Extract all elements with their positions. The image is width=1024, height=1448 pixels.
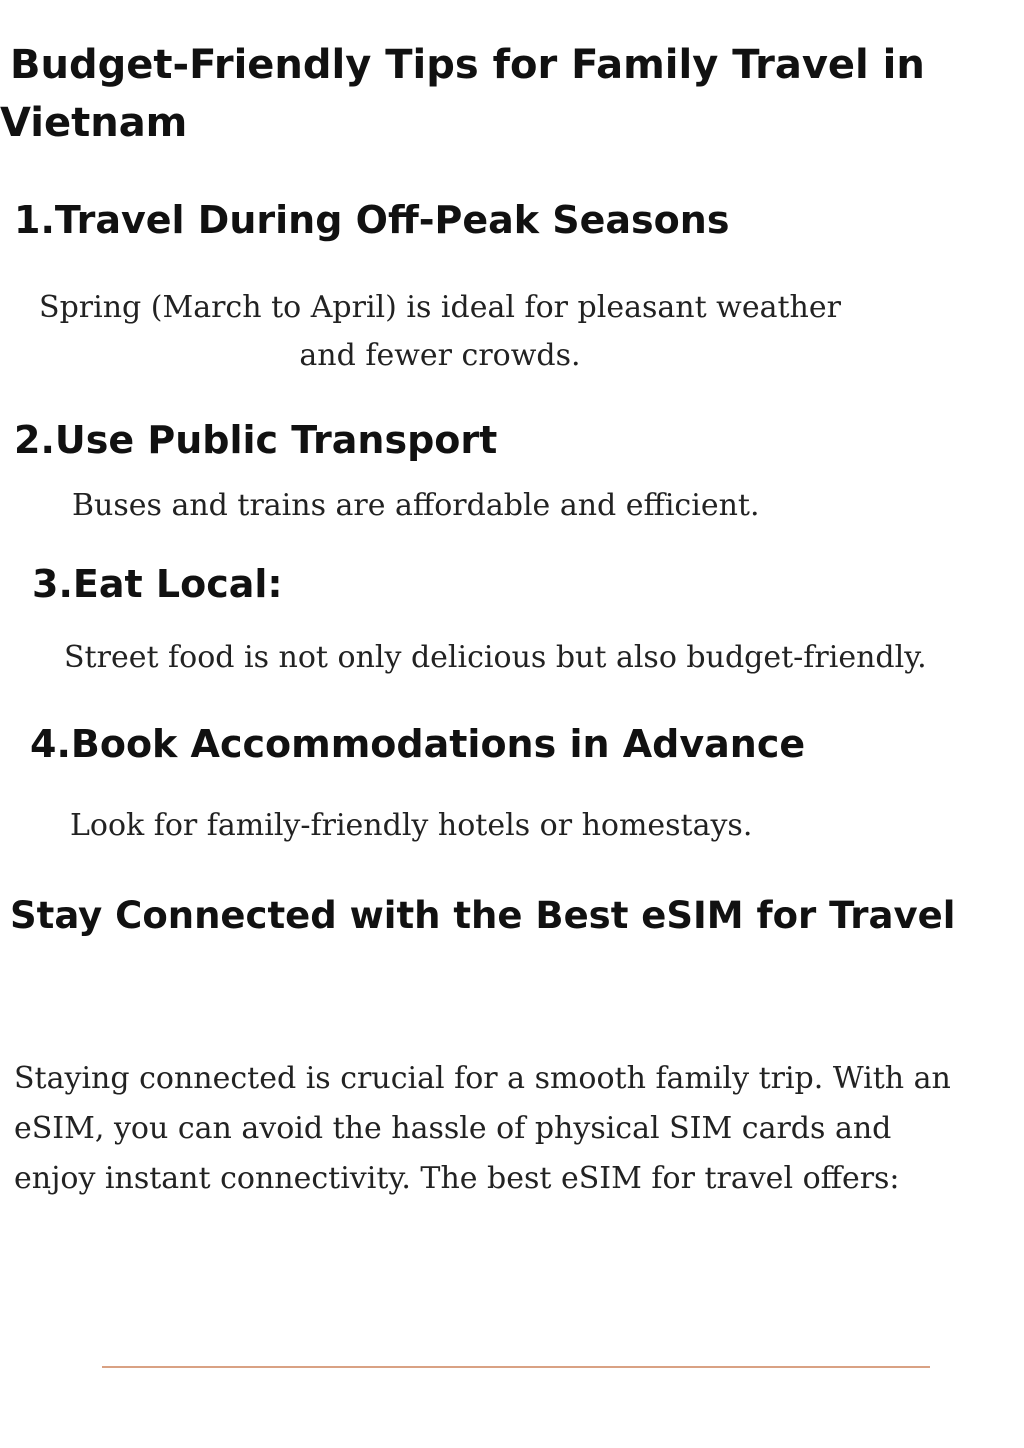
page-title-line-2: Vietnam [0, 100, 188, 146]
esim-paragraph [14, 1054, 1014, 1204]
tip-2-text: Buses and trains are affordable and efficient. [72, 488, 760, 523]
tip-1-text-line-1: Spring (March to April) is ideal for pleasant weather [39, 290, 841, 325]
tip-1-text-line-2: and fewer crowds. [299, 338, 581, 373]
tip-2-heading: 2.Use Public Transport [14, 418, 498, 462]
tip-1-heading: 1.Travel During Off-Peak Seasons [14, 198, 730, 242]
page-title-line-1: Budget-Friendly Tips for Family Travel in [10, 42, 925, 88]
tip-4-heading: 4.Book Accommodations in Advance [30, 722, 806, 766]
tip-4-text: Look for family-friendly hotels or homestays. [70, 808, 753, 843]
tip-3-text: Street food is not only delicious but also budget-friendly. [64, 640, 927, 675]
esim-paragraph-line-1: Staying connected is crucial for a smooth family trip. With an [14, 1061, 951, 1096]
esim-paragraph-line-2: eSIM, you can avoid the hassle of physical SIM cards and [14, 1111, 892, 1146]
esim-heading: Stay Connected with the Best eSIM for Travel [10, 894, 956, 937]
esim-paragraph-line-3: enjoy instant connectivity. The best eSIM for travel offers: [14, 1161, 900, 1196]
tip-3-heading: 3.Eat Local: [32, 562, 283, 606]
page-title [0, 36, 1000, 152]
footer-divider [102, 1366, 930, 1368]
tip-1-text [0, 284, 880, 380]
